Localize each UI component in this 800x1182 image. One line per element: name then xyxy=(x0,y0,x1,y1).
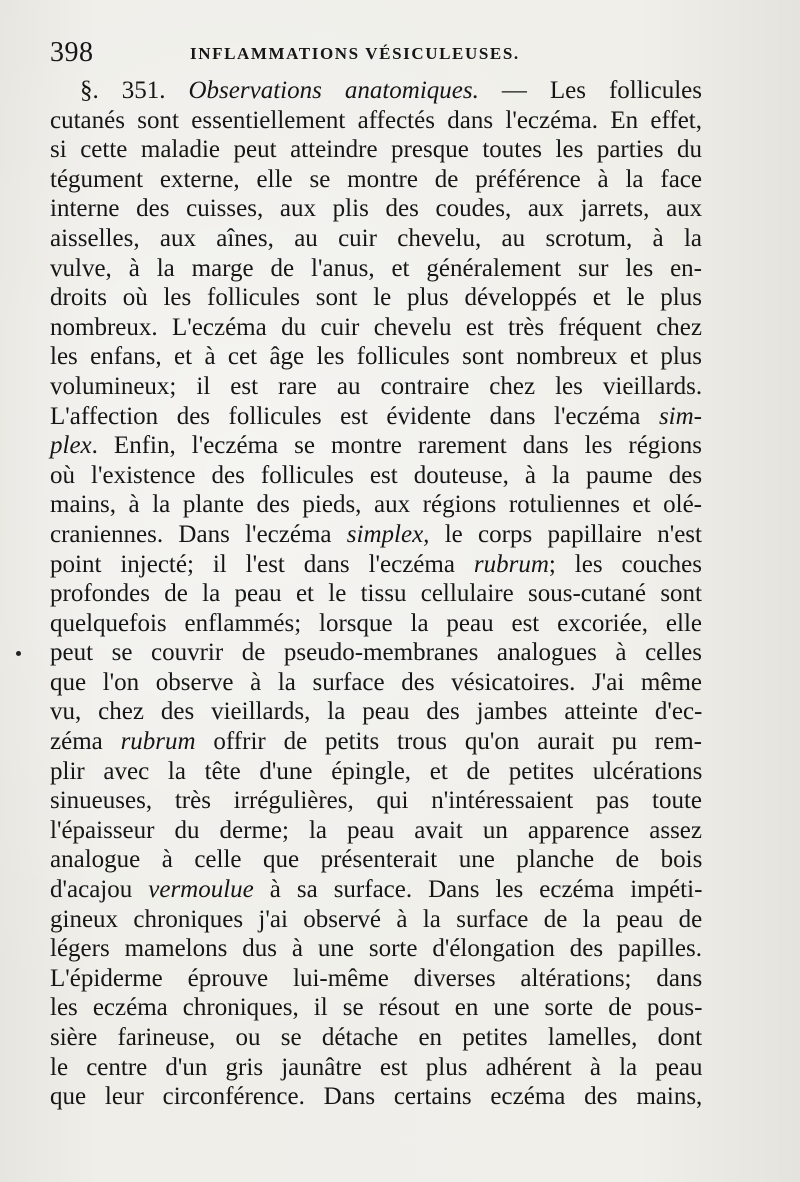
text-line xyxy=(50,490,702,520)
text-run: le corps papillaire n'est xyxy=(429,520,702,548)
text-run: L'affection des follicules est évidente dans l'eczéma xyxy=(50,402,659,430)
italic-phrase: simplex, xyxy=(346,520,430,548)
text-run: vulve, à la marge de l'anus, et généralement sur les en- xyxy=(50,254,702,282)
text-line xyxy=(50,934,702,964)
text-line xyxy=(50,254,702,284)
text-run: si cette maladie peut atteindre presque toutes les parties du xyxy=(50,136,702,164)
text-line xyxy=(50,875,702,905)
running-head: INFLAMMATIONS VÉSICULEUSES. xyxy=(190,44,520,63)
text-run: quelquefois enflammés; lorsque la peau est excoriée, elle xyxy=(50,609,702,637)
text-run: ; les couches xyxy=(548,550,703,578)
text-run: l'épaisseur du derme; la peau avait un apparence assez xyxy=(50,816,702,844)
text-line xyxy=(50,697,702,727)
text-run: point injecté; il l'est dans l'eczéma xyxy=(50,550,474,578)
text-line xyxy=(50,1053,702,1083)
text-line xyxy=(50,402,702,432)
text-line xyxy=(50,372,702,402)
text-run: . Enfin, l'eczéma se montre rarement dans les régions xyxy=(91,432,702,460)
text-line xyxy=(50,283,702,313)
text-run: plir avec la tête d'une épingle, et de petites ulcérations xyxy=(50,757,703,785)
text-run: interne des cuisses, aux plis des coudes, aux jarrets, aux xyxy=(50,195,703,223)
text-run: droits où les follicules sont le plus développés et le plus xyxy=(50,284,702,312)
text-line xyxy=(50,727,702,757)
text-line xyxy=(50,224,702,254)
text-run: sinueuses, très irrégulières, qui n'intéressaient pas toute xyxy=(50,787,702,815)
text-run: cutanés sont essentiellement affectés dans l'eczéma. En effet, xyxy=(50,106,702,134)
text-line xyxy=(50,342,702,372)
page-number: 398 xyxy=(50,37,94,68)
text-line xyxy=(50,461,702,491)
text-run: mains, à la plante des pieds, aux régions rotuliennes et olé- xyxy=(50,491,702,519)
text-run: le centre d'un gris jaunâtre est plus adhérent à la peau xyxy=(50,1053,703,1081)
text-line xyxy=(50,579,702,609)
italic-phrase: rubrum xyxy=(120,728,196,756)
text-run: gineux chroniques j'ai observé à la surface de la peau de xyxy=(50,905,703,933)
text-run: les eczéma chroniques, il se résout en une sorte de pous- xyxy=(50,994,703,1022)
text-line xyxy=(50,786,702,816)
text-run: les enfans, et à cet âge les follicules sont nombreux et plus xyxy=(50,343,702,371)
text-line xyxy=(50,1023,702,1053)
text-run: L'épiderme éprouve lui-même diverses altérations; dans xyxy=(50,964,703,992)
text-line xyxy=(50,431,702,461)
text-run: zéma xyxy=(50,728,121,756)
text-run: que leur circonférence. Dans certains eczéma des mains, xyxy=(50,1083,703,1111)
text-run: volumineux; il est rare au contraire chez les vieillards. xyxy=(50,372,703,400)
text-line xyxy=(50,816,702,846)
text-line xyxy=(50,668,702,698)
text-line xyxy=(50,135,702,165)
text-run: — Les follicules xyxy=(478,77,702,104)
text-line xyxy=(50,993,702,1023)
text-run: peut se couvrir de pseudo-membranes analogues à celles xyxy=(50,639,702,667)
italic-phrase: sim- xyxy=(658,402,702,430)
text-run: analogue à celle que présenterait une planche de bois xyxy=(50,846,703,874)
text-run: profondes de la peau et le tissu cellulaire sous-cutané sont xyxy=(50,580,702,608)
text-run: offrir de petits trous qu'on aurait pu rem- xyxy=(195,728,702,756)
text-run: d'acajou xyxy=(50,876,149,904)
text-line xyxy=(50,609,702,639)
text-run: sière farineuse, ou se détache en petites lamelles, dont xyxy=(50,1024,703,1051)
italic-phrase: plex xyxy=(50,432,92,460)
text-line xyxy=(50,845,702,875)
text-run: tégument externe, elle se montre de préférence à la face xyxy=(50,165,702,193)
text-line xyxy=(50,194,702,224)
text-line xyxy=(50,76,702,106)
text-run: craniennes. Dans l'eczéma xyxy=(50,520,347,548)
text-line xyxy=(50,638,702,668)
text-run: vu, chez des vieillards, la peau des jambes atteinte d'ec- xyxy=(50,698,703,726)
text-line xyxy=(50,1082,702,1112)
page-header xyxy=(50,36,702,76)
italic-phrase: Observations anatomiques. xyxy=(188,77,479,104)
text-line xyxy=(50,964,702,994)
text-run: légers mamelons dus à une sorte d'élongation des papilles. xyxy=(50,935,702,963)
text-run: §. 351. xyxy=(80,77,189,104)
body-text xyxy=(50,76,702,1112)
italic-phrase: rubrum xyxy=(473,550,549,578)
text-line xyxy=(50,550,702,580)
text-line xyxy=(50,165,702,195)
text-run: où l'existence des follicules est douteuse, à la paume des xyxy=(50,461,703,489)
ink-speck xyxy=(16,651,21,656)
text-run: que l'on observe à la surface des vésicatoires. J'ai même xyxy=(50,668,702,696)
text-line xyxy=(50,313,702,343)
text-line xyxy=(50,520,702,550)
text-line xyxy=(50,106,702,136)
text-line xyxy=(50,905,702,935)
text-run: aisselles, aux aînes, au cuir chevelu, au scrotum, à la xyxy=(50,224,702,252)
text-run: nombreux. L'eczéma du cuir chevelu est très fréquent chez xyxy=(50,313,702,341)
italic-phrase: vermoulue xyxy=(148,876,254,904)
text-line xyxy=(50,757,702,787)
text-run: à sa surface. Dans les eczéma impéti- xyxy=(253,876,703,904)
